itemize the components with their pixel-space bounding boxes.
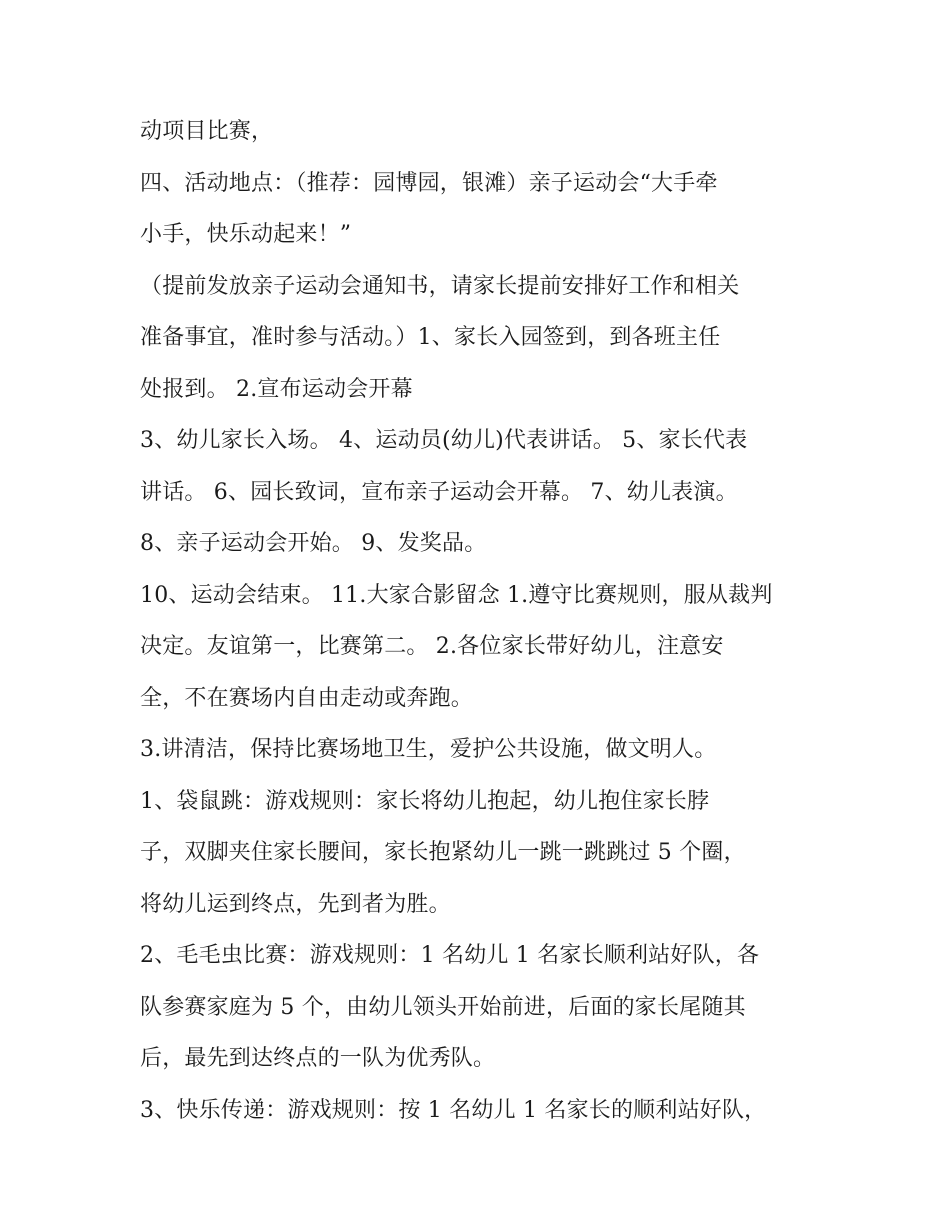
text-line: 3、幼儿家长入场。 4、运动员(幼儿)代表讲话。 5、家长代表 <box>140 428 748 453</box>
text-line: 10、运动会结束。 11.大家合影留念 1.遵守比赛规则，服从裁判 <box>140 582 773 608</box>
text-line: 讲话。 6、园长致词，宣布亲子运动会开幕。 7、幼儿表演。 <box>140 479 738 505</box>
text-line: 处报到。 2.宣布运动会开幕 <box>140 376 413 402</box>
text-line: 决定。友谊第一，比赛第二。 2.各位家长带好幼儿，注意安 <box>140 634 724 659</box>
text-line: 队参赛家庭为 5 个，由幼儿领头开始前进，后面的家长尾随其 <box>140 994 746 1020</box>
text-line: 四、活动地点：（推荐：园博园，银滩）亲子运动会“大手牵 <box>140 170 718 196</box>
text-line: 全，不在赛场内自由走动或奔跑。 <box>140 685 474 711</box>
text-line: 后，最先到达终点的一队为优秀队。 <box>140 1046 496 1071</box>
text-line: 1、袋鼠跳：游戏规则：家长将幼儿抱起，幼儿抱住家长脖 <box>140 788 710 814</box>
text-line: 3、快乐传递：游戏规则：按 1 名幼儿 1 名家长的顺利站好队， <box>140 1097 767 1123</box>
text-line: （提前发放亲子运动会通知书，请家长提前安排好工作和相关 <box>140 273 740 299</box>
text-line: 8、亲子运动会开始。 9、发奖品。 <box>140 531 487 556</box>
document-body <box>140 106 820 1136</box>
text-line: 准备事宜，准时参与活动。）1、家长入园签到，到各班主任 <box>140 325 721 350</box>
text-line: 小手，快乐动起来！” <box>140 222 352 247</box>
text-line: 2、毛毛虫比赛：游戏规则：1 名幼儿 1 名家长顺利站好队，各 <box>140 943 760 968</box>
text-line: 3.讲清洁，保持比赛场地卫生，爱护公共设施，做文明人。 <box>140 737 717 762</box>
text-line: 动项目比赛， <box>140 119 274 144</box>
text-line: 将幼儿运到终点，先到者为胜。 <box>140 891 451 917</box>
text-line: 子，双脚夹住家长腰间，家长抱紧幼儿一跳一跳跳过 5 个圈， <box>140 840 746 865</box>
